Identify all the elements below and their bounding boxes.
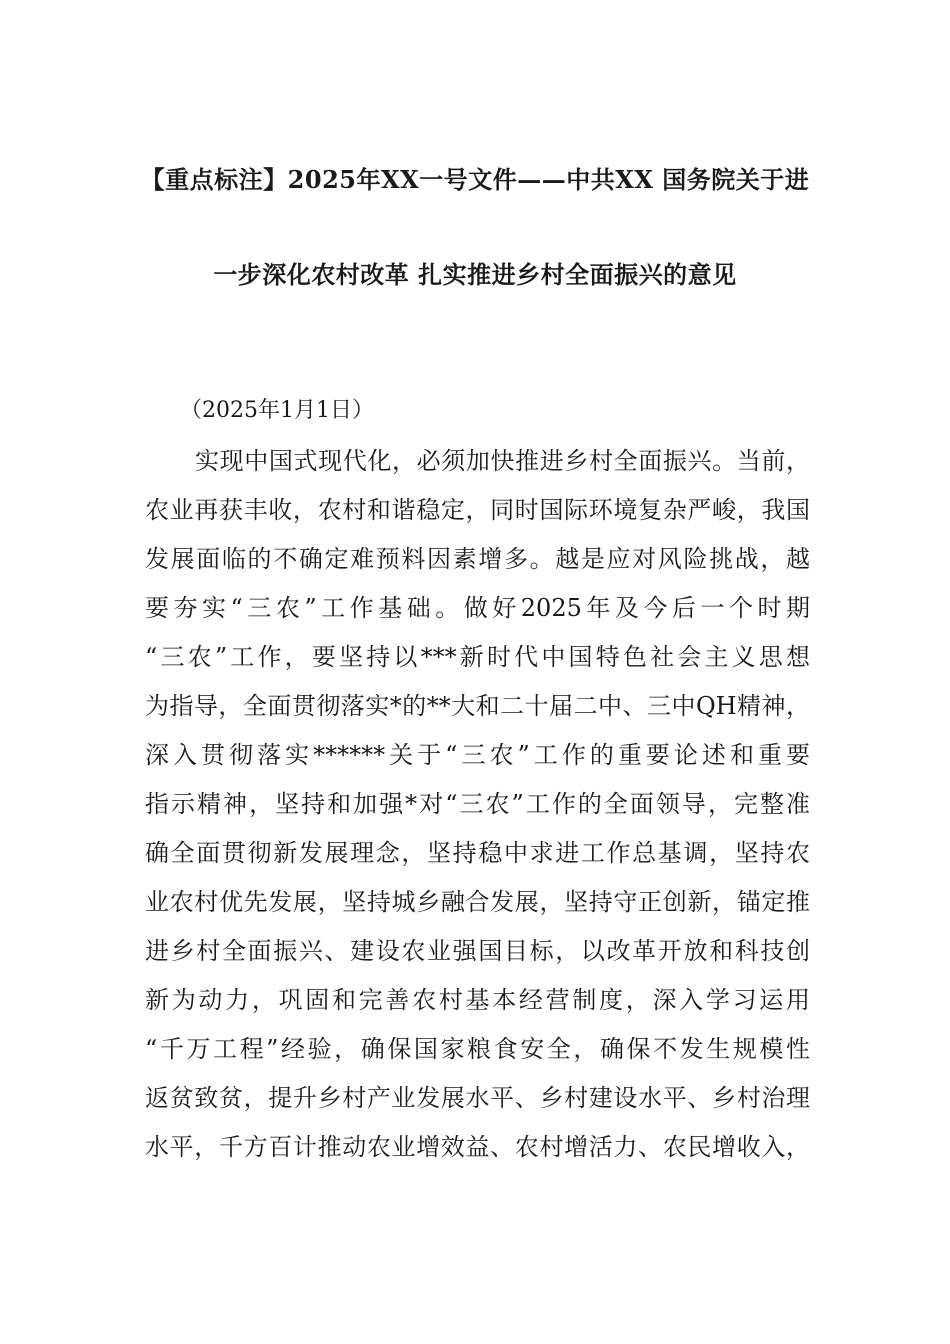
body-line: 水平，千方百计推动农业增效益、农村增活力、农民增收入， [145, 1133, 810, 1161]
body-line: 业农村优先发展，坚持城乡融合发展，坚持守正创新，锚定推 [145, 888, 810, 916]
body-line: 确全面贯彻新发展理念，坚持稳中求进工作总基调，坚持农 [145, 839, 810, 867]
body-line: 进乡村全面振兴、建设农业强国目标，以改革开放和科技创 [145, 937, 810, 965]
body-line: 返贫致贫，提升乡村产业发展水平、乡村建设水平、乡村治理 [145, 1084, 810, 1112]
body-line: “千万工程”经验，确保国家粮食安全，确保不发生规模性 [145, 1035, 810, 1063]
document-title-line-2: 一步深化农村改革 扎实推进乡村全面振兴的意见 [213, 260, 737, 289]
body-line: 深入贯彻落实******关于“三农”工作的重要论述和重要 [145, 741, 810, 769]
body-line: 新为动力，巩固和完善农村基本经营制度，深入学习运用 [145, 986, 810, 1014]
body-line: 发展面临的不确定难预料因素增多。越是应对风险挑战，越 [145, 545, 810, 573]
body-line: 为指导，全面贯彻落实*的**大和二十届二中、三中QH精神， [145, 692, 810, 720]
body-line: “三农”工作，要坚持以***新时代中国特色社会主义思想 [145, 643, 810, 671]
document-date: （2025年1月1日） [180, 398, 374, 423]
document-body [145, 437, 810, 1172]
body-line: 指示精神，坚持和加强*对“三农”工作的全面领导，完整准 [145, 790, 810, 818]
document-title-line-1: 【重点标注】2025年XX一号文件——中共XX 国务院关于进 [140, 165, 810, 194]
body-line: 要夯实“三农”工作基础。做好2025年及今后一个时期 [145, 594, 810, 622]
body-line: 农业再获丰收，农村和谐稳定，同时国际环境复杂严峻，我国 [145, 496, 810, 524]
body-line: 实现中国式现代化，必须加快推进乡村全面振兴。当前， [195, 447, 810, 475]
